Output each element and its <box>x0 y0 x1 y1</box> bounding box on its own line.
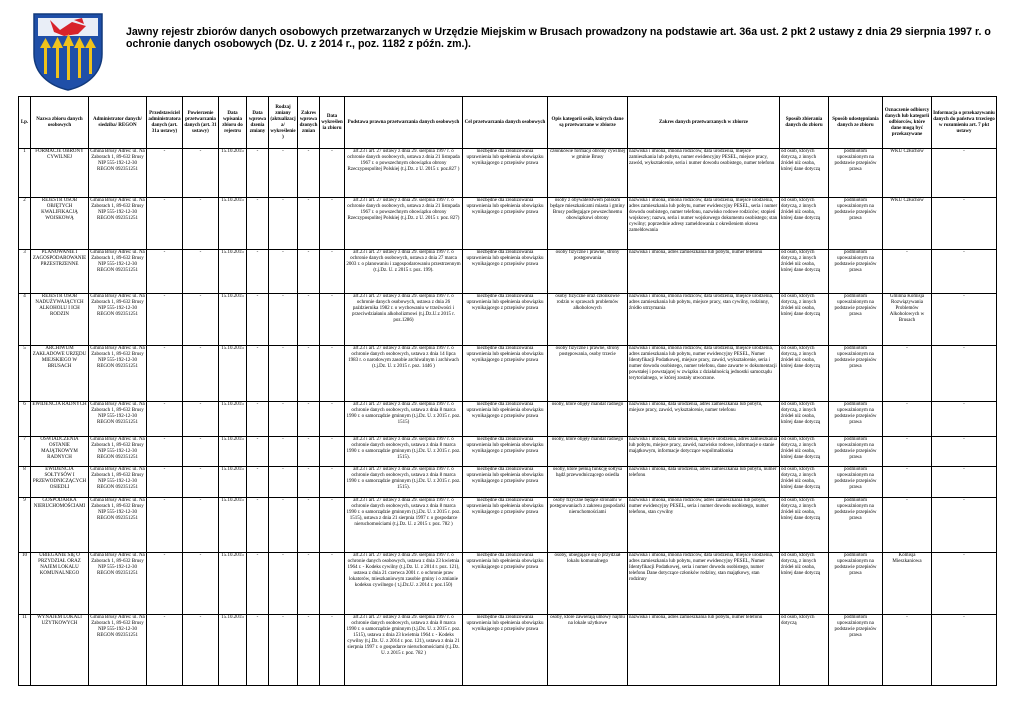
row-number-cell: 11 <box>19 614 31 685</box>
entrustment-cell: - <box>183 345 219 401</box>
column-header: Podstawa prawna przetwarzania danych osobowych <box>345 97 463 149</box>
person-categories-cell: osoby, ubiegające się o przydział lokalu komunalnego <box>548 552 628 614</box>
data-scope-cell: nazwiska i imiona, imiona rodziców, data urodzenia, miejsce urodzenia, adres zamieszkania lub pobytu, numer ewidencyjny PESEL, Numer Identyfikacji Podatkowej, seria i numer dowodu osobistego, numer telefonu Dane dotyczące członków rodziny, stan majątkowy, stan rodzinny <box>628 552 780 614</box>
change-date-cell: - <box>247 614 269 685</box>
data-scope-cell: nazwiska i imiona, data urodzenia, adres zamieszkania lub pobytu, miejsce pracy, zawód, wykształcenie, numer telefonu <box>628 401 780 436</box>
change-scope-cell: - <box>298 498 320 553</box>
set-name-cell: OŚWIADCZENIA OSTANIE MAJĄTKOWYM RADNYCH <box>31 436 89 467</box>
recipients-cell: - <box>883 401 932 436</box>
deletion-date-cell: - <box>320 498 345 553</box>
set-name-cell: WYNAJEM LOKALI UŻYTKOWYCH <box>31 614 89 685</box>
row-number-cell: 6 <box>19 401 31 436</box>
entrustment-cell: - <box>183 498 219 553</box>
deletion-date-cell: - <box>320 436 345 467</box>
legal-basis-cell: art.23 i art. 27 ustawy z dnia 29. sierpnia 1997 r. o ochronie danych osobowych, ustawa z dnia 8 marca 1990 r. o samorządzie gminnym (t.j.Dz. U. z 2015 r. poz. 1515). <box>345 436 463 467</box>
column-header: Nazwa zbioru danych osobowych <box>31 97 89 149</box>
deletion-date-cell: - <box>320 294 345 346</box>
change-scope-cell: - <box>298 149 320 198</box>
data-scope-cell: nazwiska i imiona, imiona rodziców, adres zamieszkania lub pobytu, numer ewidencyjny PESEL, seria i numer dowodu osobistego, numer telefonu, stan cywilny <box>628 498 780 553</box>
administrator-cell: Gmina Brusy Adres: ul. Na Zaborach 1, 89-632 Brusy NIP 555-192-12-30 REGON 092351251 <box>89 294 147 346</box>
recipients-cell: WKU Człuchów <box>883 149 932 198</box>
representative-cell: - <box>147 498 183 553</box>
column-header: Powierzenie przetwarzania danych (art. 31 ustawy) <box>183 97 219 149</box>
row-number-cell: 4 <box>19 294 31 346</box>
recipients-cell: WKU Człuchów <box>883 198 932 250</box>
change-type-cell: - <box>269 198 298 250</box>
purpose-cell: niezbędne dla zrealizowania uprawnienia lub spełnienia obowiązku wynikającego z przepisów prawa <box>463 436 548 467</box>
table-row <box>19 436 997 467</box>
third-country-info-cell: - <box>932 250 997 294</box>
row-number-cell: 7 <box>19 436 31 467</box>
administrator-cell: Gmina Brusy Adres: ul. Na Zaborach 1, 89-632 Brusy NIP 555-192-12-30 REGON 092351251 <box>89 149 147 198</box>
person-categories-cell: osoby fizyczne i prawne, strony postępowania, osoby trzecie <box>548 345 628 401</box>
legal-basis-cell: art.23 i art. 27 ustawy z dnia 29. sierpnia 1997 r. o ochronie danych osobowych, ustawa z dnia 27 marca 2003 r. o planowaniu i zagospodarowaniu przestrzennym (t.j.Dz. U. z 2015 r. poz. 199). <box>345 250 463 294</box>
purpose-cell: niezbędne dla zrealizowania uprawnienia lub spełnienia obowiązku wynikającego z przepisów prawa <box>463 149 548 198</box>
change-date-cell: - <box>247 552 269 614</box>
representative-cell: - <box>147 345 183 401</box>
administrator-cell: Gmina Brusy Adres: ul. Na Zaborach 1, 89-632 Brusy NIP 555-192-12-30 REGON 092351251 <box>89 552 147 614</box>
row-number-cell: 5 <box>19 345 31 401</box>
table-header-row <box>19 97 997 149</box>
third-country-info-cell: - <box>932 614 997 685</box>
collection-method-cell: od osób, których dotyczą, z innych źródeł niż osoba, której dane dotyczą <box>780 294 829 346</box>
representative-cell: - <box>147 552 183 614</box>
person-categories-cell: osoby, które objęły mandat radnego <box>548 401 628 436</box>
entry-date-cell: 15.10.2015 <box>219 149 247 198</box>
data-scope-cell: nazwiska i imiona, adres zamieszkania lub pobytu, numer telefonu <box>628 250 780 294</box>
third-country-info-cell: - <box>932 401 997 436</box>
entry-date-cell: 15.10.2015 <box>219 498 247 553</box>
change-scope-cell: - <box>298 614 320 685</box>
document-title: Jawny rejestr zbiorów danych osobowych przetwarzanych w Urzędzie Miejskim w Brusach prowadzony na podstawie art. 36a ust. 2 pkt 2 ustawy z dnia 29 sierpnia 1997 r. o ochronie danych osobowych (Dz. U. z 2014 r., poz. 1182 z późn. zm.). <box>126 26 991 50</box>
administrator-cell: Gmina Brusy Adres: ul. Na Zaborach 1, 89-632 Brusy NIP 555-192-12-30 REGON 092351251 <box>89 345 147 401</box>
collection-method-cell: od osób, których dotyczą <box>780 614 829 685</box>
column-header: Przedstawiciel administratora danych (art. 31a ustawy) <box>147 97 183 149</box>
legal-basis-cell: art.23 i art. 27 ustawy z dnia 29. sierpnia 1997 r. o ochronie danych osobowych, ustawa z dnia 8 marca 1990 r. o samorządzie gminnym (t.j.Dz. U. z 2015 r. poz. 1515), ustawa z dnia 21 sierpnia 1997 r. o gospodarce nieruchomościami (t.j.Dz. U. z 2015 r. poz. 782 ) <box>345 498 463 553</box>
set-name-cell: REJESTR OSÓB NADUŻYWAJĄCYCH ALKOHOLU I ICH RODZIN <box>31 294 89 346</box>
set-name-cell: FORMACJE OBRONY CYWILNEJ <box>31 149 89 198</box>
legal-basis-cell: art.23 i art. 27 ustawy z dnia 29. sierpnia 1997 r. o ochronie danych osobowych, ustawa z dnia 21 listopada 1967 r. o powszechnym obowiązku obrony Rzeczypospolitej Polskiej (t.j.Dz. z U. 2015 r. poz. 827) <box>345 198 463 250</box>
table-row <box>19 149 997 198</box>
collection-method-cell: od osób, których dotyczą, z innych źródeł niż osoba, której dane dotyczą <box>780 498 829 553</box>
third-country-info-cell: - <box>932 498 997 553</box>
person-categories-cell: osoby fizyczne i prawne, strony postępowania <box>548 250 628 294</box>
change-date-cell: - <box>247 436 269 467</box>
entry-date-cell: 15.10.2015 <box>219 294 247 346</box>
person-categories-cell: osoby, które zawierają umowy najmu na lokale użytkowe <box>548 614 628 685</box>
legal-basis-cell: art.23 i art. 27 ustawy z dnia 29. sierpnia 1997 r. o ochronie danych osobowych, ustawa z dnia 8 marca 1990 r. o samorządzie gminnym (t.j.Dz. U. z 2015 r. poz. 1515). <box>345 467 463 498</box>
change-date-cell: - <box>247 294 269 346</box>
recipients-cell: Gminna Komisja Rozwiązywania Problemów Alkoholowych w Brusach <box>883 294 932 346</box>
sharing-method-cell: podmiotom upoważnionym na podstawie przepisów prawa <box>829 614 883 685</box>
person-categories-cell: osoby z obywatelstwem polskim będące mieszkańcami miasta i gminy Brusy podlegające powszechnemu obowiązkowi obrony <box>548 198 628 250</box>
collection-method-cell: od osób, których dotyczą, z innych źródeł niż osoba, której dane dotyczą <box>780 198 829 250</box>
table-row <box>19 614 997 685</box>
entry-date-cell: 15.10.2015 <box>219 345 247 401</box>
legal-basis-cell: art.23 i art. 27 ustawy z dnia 29. sierpnia 1997 r. o ochronie danych osobowych, ustawa z dnia 8 marca 1990 r. o samorządzie gminnym (t.j.Dz. U. z 2015 r. poz. 1515) <box>345 401 463 436</box>
coat-of-arms-logo <box>30 8 106 92</box>
sharing-method-cell: podmiotom upoważnionym na podstawie przepisów prawa <box>829 149 883 198</box>
recipients-cell: - <box>883 436 932 467</box>
administrator-cell: Gmina Brusy Adres: ul. Na Zaborach 1, 89-632 Brusy NIP 555-192-12-30 REGON 092351251 <box>89 467 147 498</box>
change-scope-cell: - <box>298 467 320 498</box>
sharing-method-cell: podmiotom upoważnionym na podstawie przepisów prawa <box>829 552 883 614</box>
table-row <box>19 552 997 614</box>
column-header: Administrator danych/ siedziba/ REGON <box>89 97 147 149</box>
entry-date-cell: 15.10.2015 <box>219 198 247 250</box>
entry-date-cell: 15.10.2015 <box>219 401 247 436</box>
column-header: Sposób udostępniania danych ze zbioru <box>829 97 883 149</box>
data-scope-cell: nazwiska i imiona, imiona rodziców, data urodzenia, miejsce urodzenia, adres zamieszkania lub pobytu, miejsce pracy, stan cywilny, rodzinny, źródło utrzymania <box>628 294 780 346</box>
column-header: Opis kategorii osób, których dane są przetwarzane w zbiorze <box>548 97 628 149</box>
sharing-method-cell: podmiotom upoważnionym na podstawie przepisów prawa <box>829 467 883 498</box>
collection-method-cell: od osób, których dotyczą, z innych źródeł niż osoba, której dane dotyczą <box>780 401 829 436</box>
collection-method-cell: od osób, których dotyczą, z innych źródeł niż osoba, której dane dotyczą <box>780 552 829 614</box>
change-type-cell: - <box>269 552 298 614</box>
person-categories-cell: osoby fizyczne oraz członkowie rodzin w sprawach problemów alkoholowych <box>548 294 628 346</box>
change-date-cell: - <box>247 149 269 198</box>
column-header: Informacja o przekazywaniu danych do państwa trzeciego w rozumieniu art. 7 pkt ustawy <box>932 97 997 149</box>
table-row <box>19 250 997 294</box>
column-header: Data wpisania zbioru do rejestru <box>219 97 247 149</box>
data-register-table <box>18 96 997 686</box>
set-name-cell: GOSPODARKA NIERUCHOMOŚCIAMI <box>31 498 89 553</box>
entry-date-cell: 15.10.2015 <box>219 614 247 685</box>
deletion-date-cell: - <box>320 198 345 250</box>
table-row <box>19 294 997 346</box>
representative-cell: - <box>147 198 183 250</box>
legal-basis-cell: art.23 i art. 27 ustawy z dnia 29. sierpnia 1997 r. o ochronie danych osobowych, ustawa z dnia 14 lipca 1983 r. o narodowym zasobie archiwalnym i archiwach (t.j.Dz. U. z 2015 r. poz. 1446 ) <box>345 345 463 401</box>
legal-basis-cell: art.23 i art. 27 ustawy z dnia 29. sierpnia 1997 r. o ochronie danych osobowych, ustawa z dnia 23 kwietnia 1964 r. - Kodeks cywilny (t.j.Dz. U. z 2014 r. poz. 121), ustawa z dnia 21 czerwca 2001 r. o ochronie praw lokatorów, mieszkaniowym zasobie gminy i o zmianie kodeksu cywilnego ( t.j.Dz.U. z 2014 r. poz.150) <box>345 552 463 614</box>
person-categories-cell: osoby, które objęły mandat radnego <box>548 436 628 467</box>
entrustment-cell: - <box>183 614 219 685</box>
entry-date-cell: 15.10.2015 <box>219 552 247 614</box>
row-number-cell: 3 <box>19 250 31 294</box>
row-number-cell: 9 <box>19 498 31 553</box>
recipients-cell: - <box>883 467 932 498</box>
third-country-info-cell: - <box>932 467 997 498</box>
sharing-method-cell: podmiotom upoważnionym na podstawie przepisów prawa <box>829 498 883 553</box>
sharing-method-cell: podmiotom upoważnionym na podstawie przepisów prawa <box>829 436 883 467</box>
row-number-cell: 8 <box>19 467 31 498</box>
purpose-cell: niezbędne dla zrealizowania uprawnienia lub spełnienia obowiązku wynikającego z przepisów prawa <box>463 250 548 294</box>
representative-cell: - <box>147 614 183 685</box>
recipients-cell: - <box>883 498 932 553</box>
change-date-cell: - <box>247 198 269 250</box>
column-header: Sposób zbierania danych do zbioru <box>780 97 829 149</box>
administrator-cell: Gmina Brusy Adres: ul. Na Zaborach 1, 89-632 Brusy NIP 555-192-12-30 REGON 092351251 <box>89 614 147 685</box>
entrustment-cell: - <box>183 250 219 294</box>
data-scope-cell: nazwiska i imiona, imiona rodziców, data urodzenia, miejsce zamieszkania lub pobytu, numer ewidencyjny PESEL, miejsce pracy, zawód, wykształcenie, seria i numer dowodu osobistego, numer telefonu <box>628 149 780 198</box>
third-country-info-cell: - <box>932 345 997 401</box>
column-header: Data wykreślenia zbioru <box>320 97 345 149</box>
change-scope-cell: - <box>298 345 320 401</box>
third-country-info-cell: - <box>932 198 997 250</box>
set-name-cell: ARCHIWUM ZAKŁADOWE URZĘDU MIEJSKIEGO W BRUSACH <box>31 345 89 401</box>
administrator-cell: Gmina Brusy Adres: ul. Na Zaborach 1, 89-632 Brusy NIP 555-192-12-30 REGON 092351251 <box>89 198 147 250</box>
table-row <box>19 345 997 401</box>
purpose-cell: niezbędne dla zrealizowania uprawnienia lub spełnienia obowiązku wynikającego z przepisów prawa <box>463 401 548 436</box>
change-type-cell: - <box>269 467 298 498</box>
entrustment-cell: - <box>183 149 219 198</box>
column-header: Oznaczenie odbiorcy danych lub kategorii odbiorców, które dane mogą być przekazywane <box>883 97 932 149</box>
data-scope-cell: nazwiska i imiona, data urodzenia, adres zamieszkania lub pobytu, numer telefonu <box>628 467 780 498</box>
representative-cell: - <box>147 401 183 436</box>
data-scope-cell: nazwiska i imiona, imiona rodziców, data urodzenia, miejsce urodzenia, adres zamieszkania lub pobytu, numer ewidencyjny PESEL, seria i numer dowodu osobistego, numer telefonu, nazwisko rodowe rodziców; stopień wojskowy; nazwa, seria i numer wojskowego dokumentu osobistego; stan cywilny; poprzednie adresy zameldowania z określeniem okresu zameldowania <box>628 198 780 250</box>
legal-basis-cell: art.23 i art. 27 ustawy z dnia 29. sierpnia 1997 r. o ochronie danych osobowych, ustawa z dnia 21 listopada 1967 r. o powszechnym obowiązku obrony Rzeczypospolitej Polskiej (t.j.Dz. z U. 2015 r. poz.827 ) <box>345 149 463 198</box>
set-name-cell: EWIDENCJA SOŁTYSÓW I PRZEWODNICZĄCYCH OSIEDLI <box>31 467 89 498</box>
purpose-cell: niezbędne dla zrealizowania uprawnienia lub spełnienia obowiązku wynikającego z przepisów prawa <box>463 552 548 614</box>
entrustment-cell: - <box>183 294 219 346</box>
administrator-cell: Gmina Brusy Adres: ul. Na Zaborach 1, 89-632 Brusy NIP 555-192-12-30 REGON 092351251 <box>89 436 147 467</box>
row-number-cell: 1 <box>19 149 31 198</box>
purpose-cell: niezbędne dla zrealizowania uprawnienia lub spełnienia obowiązku wynikającego z przepisów prawa <box>463 294 548 346</box>
deletion-date-cell: - <box>320 401 345 436</box>
purpose-cell: niezbędne dla zrealizowania uprawnienia lub spełnienia obowiązku wynikającego z przepisów prawa <box>463 498 548 553</box>
change-date-cell: - <box>247 250 269 294</box>
collection-method-cell: od osób, których dotyczą, z innych źródeł niż osoba, której dane dotyczą <box>780 436 829 467</box>
representative-cell: - <box>147 294 183 346</box>
change-date-cell: - <box>247 345 269 401</box>
collection-method-cell: od osób, których dotyczą, z innych źródeł niż osoba, której dane dotyczą <box>780 250 829 294</box>
sharing-method-cell: podmiotom upoważnionym na podstawie przepisów prawa <box>829 401 883 436</box>
legal-basis-cell: art.23 i art. 27 ustawy z dnia 29. sierpnia 1997 r. o ochronie danych osobowych, ustawa z dnia 8 marca 1990 r. o samorządzie gminnym (t.j.Dz. U. z 2015 r. poz. 1515), ustawa z dnia 23 kwietnia 1964 r. - Kodeks cywilny (t.j.Dz. U. z 2014 r. poz. 121), ustawa z dnia 21 sierpnia 1997 r. o gospodarce nieruchomościami (t.j.Dz. U. z 2015 r. poz. 782 ) <box>345 614 463 685</box>
column-header: Lp. <box>19 97 31 149</box>
change-scope-cell: - <box>298 294 320 346</box>
entrustment-cell: - <box>183 436 219 467</box>
purpose-cell: niezbędne dla zrealizowania uprawnienia lub spełnienia obowiązku wynikającego z przepisów prawa <box>463 198 548 250</box>
change-scope-cell: - <box>298 401 320 436</box>
change-type-cell: - <box>269 294 298 346</box>
entry-date-cell: 15.10.2015 <box>219 467 247 498</box>
representative-cell: - <box>147 436 183 467</box>
change-date-cell: - <box>247 401 269 436</box>
deletion-date-cell: - <box>320 614 345 685</box>
purpose-cell: niezbędne dla zrealizowania uprawnienia lub spełnienia obowiązku wynikającego z przepisów prawa <box>463 467 548 498</box>
third-country-info-cell: - <box>932 552 997 614</box>
entry-date-cell: 15.10.2015 <box>219 436 247 467</box>
entrustment-cell: - <box>183 552 219 614</box>
recipients-cell: - <box>883 250 932 294</box>
representative-cell: - <box>147 467 183 498</box>
change-type-cell: - <box>269 149 298 198</box>
table-row <box>19 198 997 250</box>
sharing-method-cell: podmiotom upoważnionym na podstawie przepisów prawa <box>829 198 883 250</box>
change-type-cell: - <box>269 436 298 467</box>
table-row <box>19 467 997 498</box>
change-date-cell: - <box>247 467 269 498</box>
deletion-date-cell: - <box>320 552 345 614</box>
table-row <box>19 401 997 436</box>
deletion-date-cell: - <box>320 467 345 498</box>
data-scope-cell: nazwiska i imiona, data urodzenia, miejsce urodzenia, adres zamieszkania lub pobytu, miejsce pracy, zawód, nazwisko rodowe, informacje o stanie majątkowym, informacje dotyczące wspólmałżonka <box>628 436 780 467</box>
table-row <box>19 498 997 553</box>
set-name-cell: EWIDENCJA RADNYCH <box>31 401 89 436</box>
collection-method-cell: od osób, których dotyczą, z innych źródeł niż osoba, której dane dotyczą <box>780 149 829 198</box>
third-country-info-cell: - <box>932 436 997 467</box>
person-categories-cell: osoby fizyczne będące stronami w postępowaniach z zakresu gospodarki nieruchomościami <box>548 498 628 553</box>
set-name-cell: PLANOWANIE I ZAGOSPODAROWANIE PRZESTRZENNE <box>31 250 89 294</box>
administrator-cell: Gmina Brusy Adres: ul. Na Zaborach 1, 89-632 Brusy NIP 555-192-12-30 REGON 092351251 <box>89 401 147 436</box>
entrustment-cell: - <box>183 198 219 250</box>
set-name-cell: UBIEGANIE SIĘ O PRZYDZIAŁ ORAZ NAJEM LOKALU KOMUNALNEGO <box>31 552 89 614</box>
data-scope-cell: nazwiska i imiona, adres zamieszkania lub pobytu, numer telefonu <box>628 614 780 685</box>
collection-method-cell: od osób, których dotyczą, z innych źródeł niż osoba, której dane dotyczą <box>780 467 829 498</box>
change-date-cell: - <box>247 498 269 553</box>
sharing-method-cell: podmiotom upoważnionym na podstawie przepisów prawa <box>829 250 883 294</box>
entrustment-cell: - <box>183 467 219 498</box>
column-header: Rodzaj zmiany (aktualizacja/ wykreślenie) <box>269 97 298 149</box>
entry-date-cell: 15.10.2015 <box>219 250 247 294</box>
deletion-date-cell: - <box>320 149 345 198</box>
legal-basis-cell: art.23 i art. 27 ustawy z dnia 29. sierpnia 1997 r. o ochronie danych osobowych, ustawa z dnia 26 października 1982 r. o wychowaniu w trzeźwości i przeciwdziałaniu alkoholizmowi (t.j.Dz.U.z 2015 r. poz.1286) <box>345 294 463 346</box>
recipients-cell: - <box>883 345 932 401</box>
row-number-cell: 10 <box>19 552 31 614</box>
column-header: Cel przetwarzania danych osobowych <box>463 97 548 149</box>
purpose-cell: niezbędne dla zrealizowania uprawnienia lub spełnienia obowiązku wynikającego z przepisów prawa <box>463 614 548 685</box>
representative-cell: - <box>147 149 183 198</box>
administrator-cell: Gmina Brusy Adres: ul. Na Zaborach 1, 89-632 Brusy NIP 555-192-12-30 REGON 092351251 <box>89 250 147 294</box>
column-header: Data wprowadzenia zmiany <box>247 97 269 149</box>
change-type-cell: - <box>269 614 298 685</box>
column-header: Zakres wprowadzonych zmian <box>298 97 320 149</box>
recipients-cell: - <box>883 614 932 685</box>
set-name-cell: REJESTR OSÓB OBJĘTYCH KWALIFIKACJĄ WOJSKOWĄ <box>31 198 89 250</box>
change-scope-cell: - <box>298 552 320 614</box>
third-country-info-cell: - <box>932 149 997 198</box>
row-number-cell: 2 <box>19 198 31 250</box>
change-type-cell: - <box>269 250 298 294</box>
change-type-cell: - <box>269 401 298 436</box>
deletion-date-cell: - <box>320 250 345 294</box>
representative-cell: - <box>147 250 183 294</box>
administrator-cell: Gmina Brusy Adres: ul. Na Zaborach 1, 89-632 Brusy NIP 555-192-12-30 REGON 092351251 <box>89 498 147 553</box>
data-scope-cell: nazwiska i imiona, imiona rodziców, data urodzenia, miejsce urodzenia, adres zamieszkania lub pobytu, numer ewidencyjny PESEL, Numer Identyfikacji Podatkowej, miejsce pracy, zawód, wykształcenie, seria i numer dowodu osobistego, numer telefonu, dane zawarte w dokumentacji powstałej i powstającej w związku z działalnością jednostki samorządu terytorialnego, w której zostały utworzone. <box>628 345 780 401</box>
recipients-cell: Komisja Mieszkaniowa <box>883 552 932 614</box>
collection-method-cell: od osób, których dotyczą, z innych źródeł niż osoba, której dane dotyczą <box>780 345 829 401</box>
change-scope-cell: - <box>298 198 320 250</box>
column-header: Zakres danych przetwarzanych w zbiorze <box>628 97 780 149</box>
change-type-cell: - <box>269 498 298 553</box>
deletion-date-cell: - <box>320 345 345 401</box>
third-country-info-cell: - <box>932 294 997 346</box>
sharing-method-cell: podmiotom upoważnionym na podstawie przepisów prawa <box>829 345 883 401</box>
change-scope-cell: - <box>298 436 320 467</box>
purpose-cell: niezbędne dla zrealizowania uprawnienia lub spełnienia obowiązku wynikającego z przepisów prawa <box>463 345 548 401</box>
change-scope-cell: - <box>298 250 320 294</box>
sharing-method-cell: podmiotom upoważnionym na podstawie przepisów prawa <box>829 294 883 346</box>
person-categories-cell: członkowie formacji obrony cywilnej w gminie Brusy <box>548 149 628 198</box>
entrustment-cell: - <box>183 401 219 436</box>
change-type-cell: - <box>269 345 298 401</box>
person-categories-cell: osoby, które pełnią funkcję sołtysa bądź przewodniczącego osiedla <box>548 467 628 498</box>
